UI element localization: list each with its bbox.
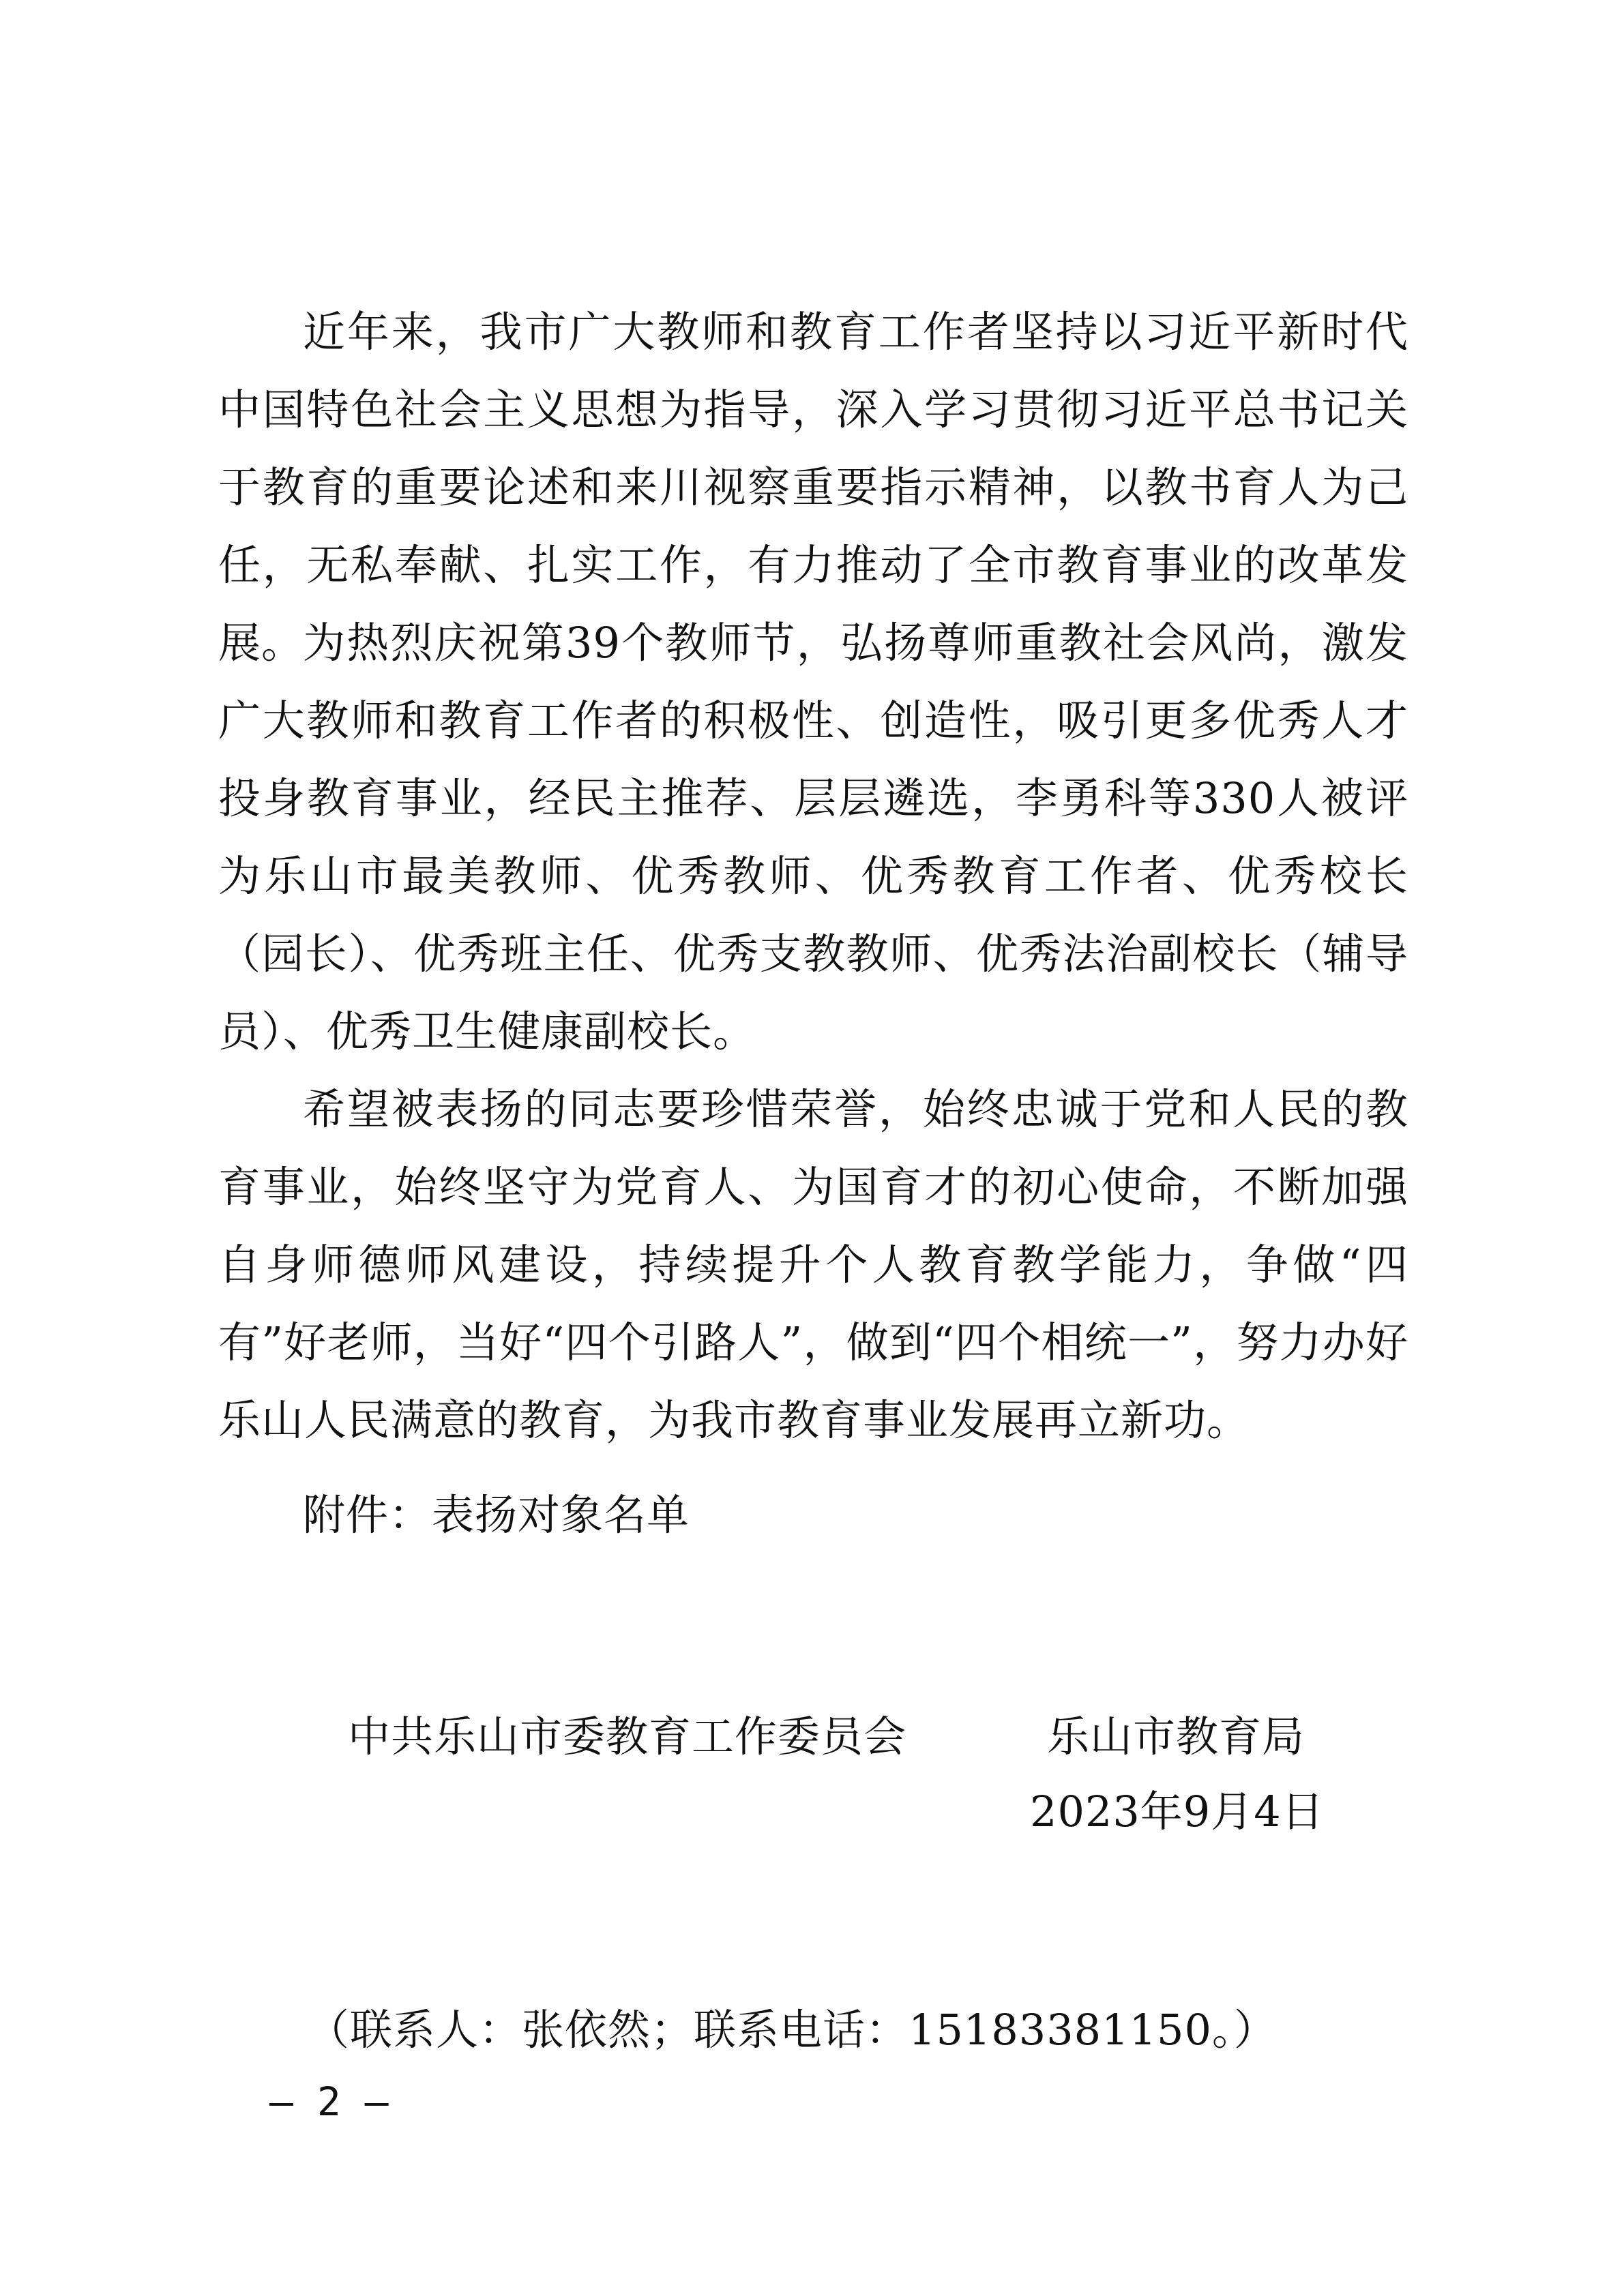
issuer-party-committee: 中共乐山市委教育工作委员会 xyxy=(348,1712,907,1761)
contact-info: （联系人：张依然；联系电话：15183381150。） xyxy=(307,2005,1277,2055)
attachment-line: 附件：表扬对象名单 xyxy=(303,1490,690,1540)
paragraph-1: 近年来，我市广大教师和教育工作者坚持以习近平新时代中国特色社会主义思想为指导，深入学习贯彻习近平总书记关于教育的重要论述和来川视察重要指示精神，以教书育人为己任，无私奉献、扎实工作，有力推动了全市教育事业的改革发展。 xyxy=(218,307,1408,668)
body-text-block-2 xyxy=(218,604,1408,1071)
paragraph-3: 希望被表扬的同志要珍惜荣誉，始终忠诚于党和人民的教育事业，始终坚守为党育人、为国育才的初心使命，不断加强自身师德师风建设，持续提升个人教育教学能力，争做“四有”好老师，当好“四个引路人”，做到“四个相统一”，努力办好乐山人民满意的教育，为我市教育事业发展再立新功。 xyxy=(218,1084,1408,1445)
page-number: — 2 — xyxy=(269,2078,389,2125)
issuer-education-bureau: 乐山市教育局 xyxy=(1047,1712,1305,1761)
body-text-block-3 xyxy=(218,1071,1408,1459)
issue-date: 2023年9月4日 xyxy=(1030,1787,1325,1836)
paragraph-2: 为热烈庆祝第39个教师节，弘扬尊师重教社会风尚，激发广大教师和教育工作者的积极性、创造性，吸引更多优秀人才投身教育事业，经民主推荐、层层遴选，李勇科等330人被评为乐山市最美教师、优秀教师、优秀教育工作者、优秀校长（园长）、优秀班主任、优秀支教教师、优秀法治副校长（辅导员）、优秀卫生健康副校长。 xyxy=(218,618,1408,1056)
